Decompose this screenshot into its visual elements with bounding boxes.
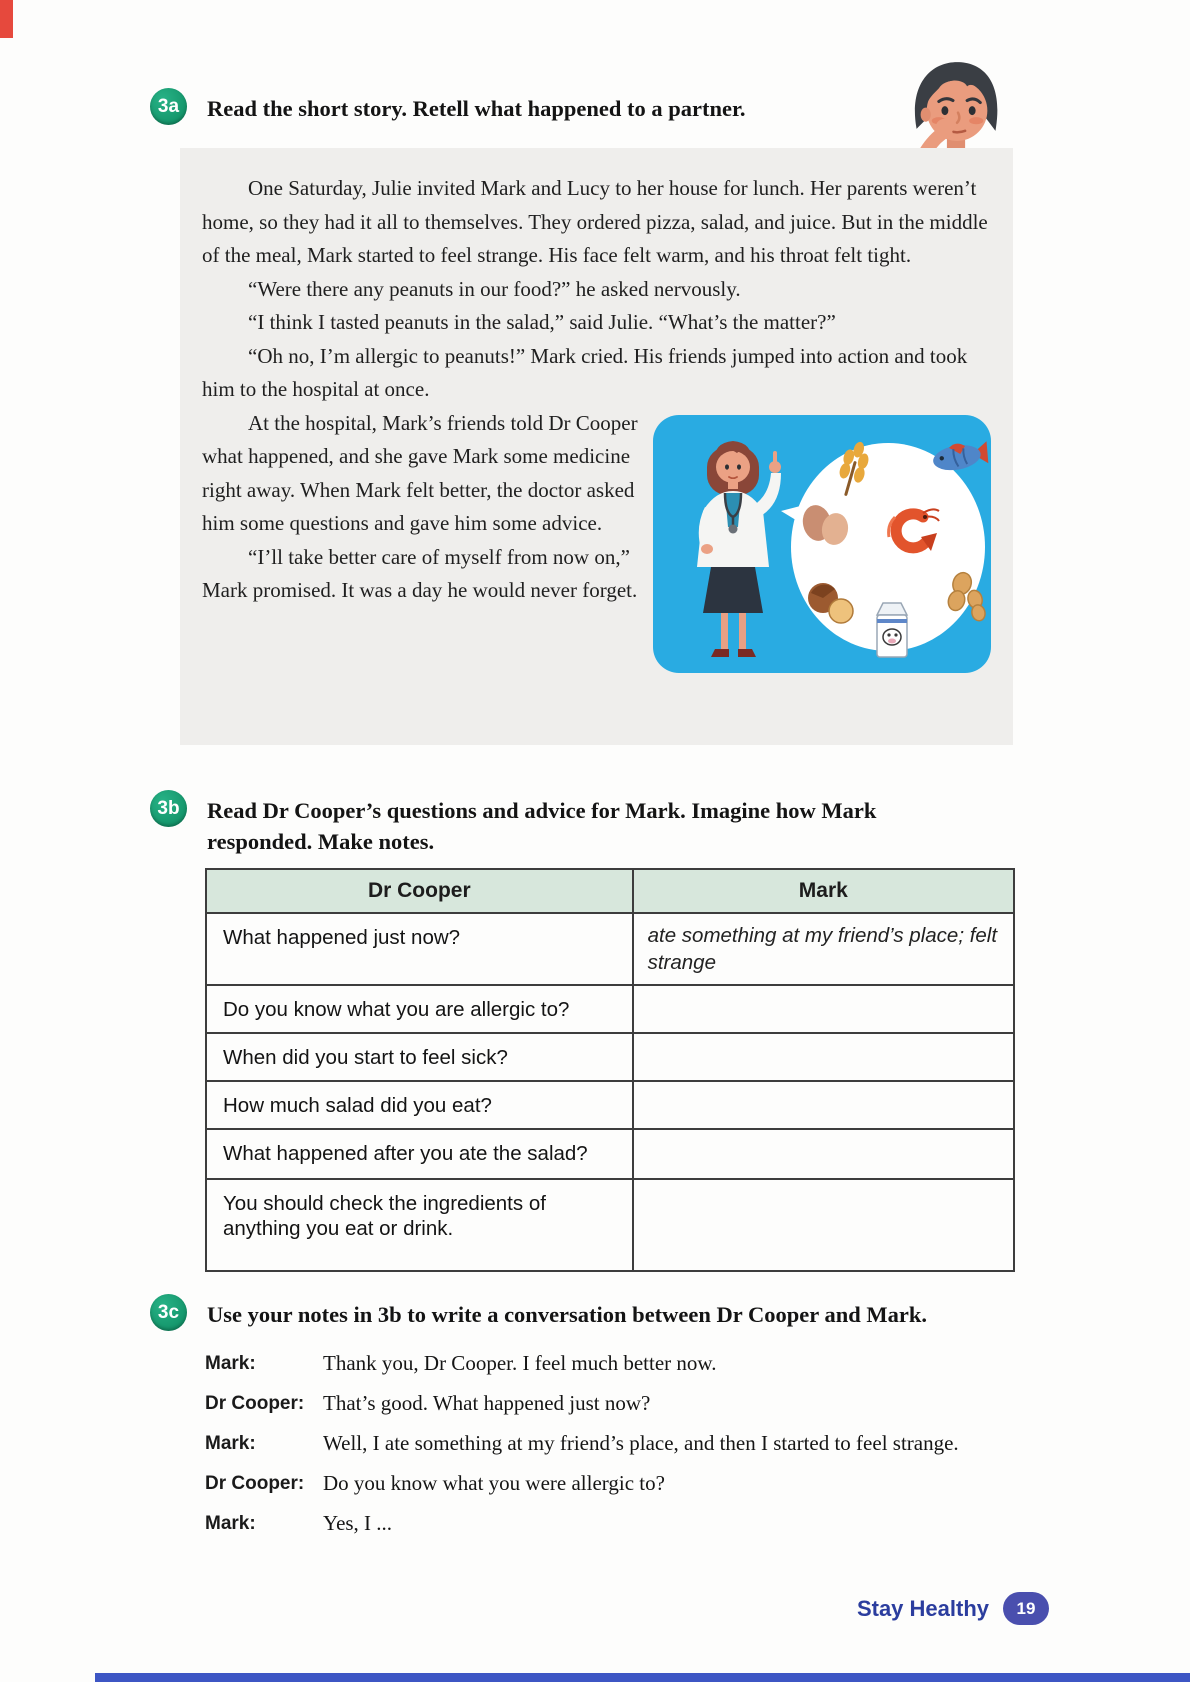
dialogue-speaker: Mark: xyxy=(205,1433,256,1454)
table-row xyxy=(206,1179,1014,1271)
question-cell: What happened after you ate the salad? xyxy=(206,1129,633,1179)
exercise-3b-badge: 3b xyxy=(150,790,187,827)
story-paragraph: “Oh no, I’m allergic to peanuts!” Mark cried. His friends jumped into action and took him to the hospital at once. xyxy=(202,343,968,401)
story-block xyxy=(180,148,1013,745)
dialogue-line: That’s good. What happened just now? xyxy=(323,1391,651,1415)
story-paragraph: One Saturday, Julie invited Mark and Lucy to her house for lunch. Her parents weren’t home, so they had it all to themselves. They ordered pizza, salad, and juice. But in the middle of the meal, Mark started to feel strange. His face felt warm, and his throat felt tight. xyxy=(202,176,988,267)
story-paragraph: “I think I tasted peanuts in the salad,” said Julie. “What’s the matter?” xyxy=(248,310,836,334)
column-header-dr-cooper: Dr Cooper xyxy=(206,869,633,913)
page-bottom-bar xyxy=(95,1673,1190,1682)
exercise-3b-header xyxy=(150,790,987,857)
table-row xyxy=(206,985,1014,1033)
dialogue-speaker: Dr Cooper: xyxy=(205,1393,305,1414)
doctor-allergens-panel xyxy=(653,415,991,673)
exercise-3a-badge: 3a xyxy=(150,88,187,125)
exercise-3c-header xyxy=(150,1294,927,1331)
dialogue-line: Do you know what you were allergic to? xyxy=(323,1471,665,1495)
answer-cell xyxy=(633,985,1014,1033)
question-cell: Do you know what you are allergic to? xyxy=(206,985,633,1033)
page-footer xyxy=(857,1592,1049,1625)
story-paragraph: “I’ll take better care of myself from now on,” Mark promised. It was a day he would never forget. xyxy=(202,544,638,602)
exercise-3a-instruction: Read the short story. Retell what happened to a partner. xyxy=(207,96,746,121)
dialogue-block xyxy=(205,1348,1105,1539)
exercise-3c-badge: 3c xyxy=(150,1294,187,1331)
answer-cell xyxy=(633,1179,1014,1271)
question-cell: How much salad did you eat? xyxy=(206,1081,633,1129)
answer-cell: ate something at my friend’s place; felt strange xyxy=(633,913,1014,985)
exercise-3a-header xyxy=(150,88,746,125)
dialogue-speaker: Dr Cooper: xyxy=(205,1473,305,1494)
dialogue-line: Yes, I ... xyxy=(323,1511,393,1535)
unit-title: Stay Healthy xyxy=(856,1595,989,1621)
column-header-mark: Mark xyxy=(633,869,1014,913)
dialogue-speaker: Mark: xyxy=(205,1353,256,1374)
question-cell: When did you start to feel sick? xyxy=(206,1033,633,1081)
dialogue-line: Thank you, Dr Cooper. I feel much better now. xyxy=(323,1351,717,1375)
exercise-3b-instruction: Read Dr Cooper’s questions and advice for Mark. Imagine how Mark responded. Make notes. xyxy=(207,798,877,855)
answer-cell xyxy=(633,1129,1014,1179)
story-paragraph: “Were there any peanuts in our food?” he asked nervously. xyxy=(248,276,741,301)
exercise-3c-instruction: Use your notes in 3b to write a conversation between Dr Cooper and Mark. xyxy=(207,1302,927,1327)
dialogue-speaker: Mark: xyxy=(205,1513,256,1534)
answer-cell xyxy=(633,1081,1014,1129)
question-cell: What happened just now? xyxy=(206,913,633,985)
dialogue-line: Well, I ate something at my friend’s place, and then I started to feel strange. xyxy=(323,1431,959,1455)
question-cell: You should check the ingredients of anything you eat or drink. xyxy=(206,1179,633,1271)
table-row xyxy=(206,1033,1014,1081)
table-row xyxy=(206,913,1014,985)
table-row xyxy=(206,1129,1014,1179)
doctor-illustration xyxy=(697,441,781,657)
answer-cell xyxy=(633,1033,1014,1081)
page-number-badge: 19 xyxy=(1003,1592,1049,1625)
page-corner-red-bar xyxy=(0,0,13,38)
milk-icon xyxy=(877,603,907,657)
story-paragraph: At the hospital, Mark’s friends told Dr Cooper what happened, and she gave Mark some medicine right away. When Mark felt better, the doctor asked him some questions and gave him some advice. xyxy=(202,410,638,535)
table-header-row xyxy=(206,869,1014,913)
doctor-panel-illustration xyxy=(653,415,991,673)
notes-table xyxy=(205,868,1015,1272)
table-row xyxy=(206,1081,1014,1129)
